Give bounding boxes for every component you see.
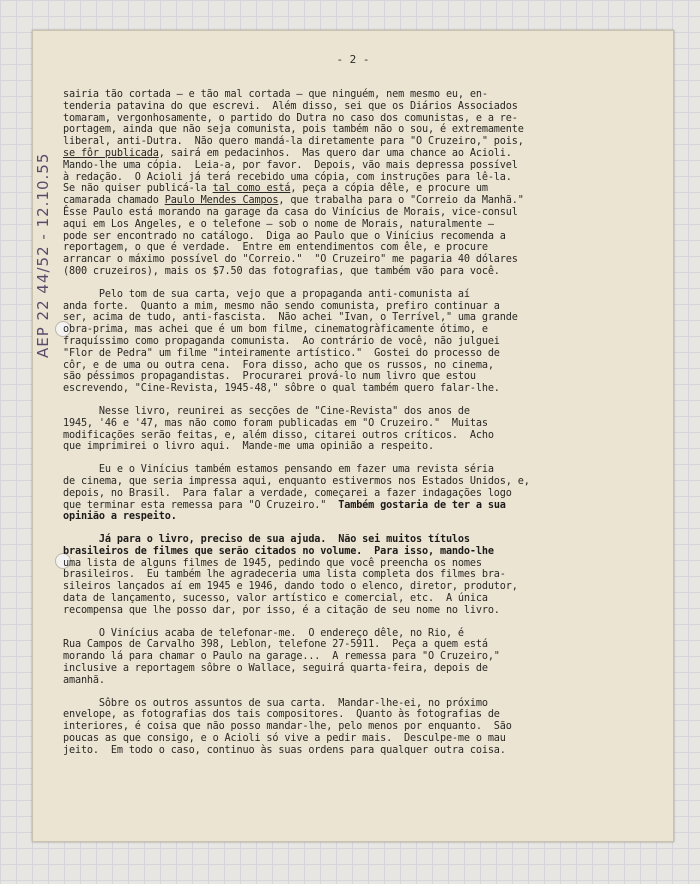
text-line: que terminar esta remessa para "O Cruzeiro." Também gostaria de ter a sua <box>63 499 506 511</box>
paragraph-gap <box>63 395 673 406</box>
text-line: que imprimirei o livro aqui. Mande-me uma opinião a respeito. <box>63 441 434 453</box>
text-line: tomaram, vergonhosamente, o partido do Dutra no caso dos comunistas, e a re- <box>63 112 518 124</box>
text-line: envelope, as fotografias dos tais compositores. Quanto às fotografias de <box>63 709 500 721</box>
text-line: brasileiros. Eu também lhe agradeceria uma lista completa dos filmes bra- <box>63 569 506 581</box>
text-line: obra-prima, mas achei que é um bom filme, cinematogràficamente ótimo, e <box>63 324 488 336</box>
text-line: "Flor de Pedra" um filme "inteiramente artístico." Gostei do processo de <box>63 347 500 359</box>
text-line: poucas as que consigo, e o Acioli só vive a pedir mais. Desculpe-me o mau <box>63 733 506 745</box>
text-line: fraquíssimo como propaganda comunista. Ao contrário de você, não julguei <box>63 335 500 347</box>
text-line: data de lançamento, sucesso, valor artístico e comercial, etc. A única <box>63 593 488 605</box>
text-line: Mando-lhe uma cópia. Leia-a, por favor. Depois, vão mais depressa possível <box>63 159 518 171</box>
text-line: jeito. Em todo o caso, continuo às suas ordens para qualquer outra coisa. <box>63 744 506 756</box>
text-line: à redação. O Acioli já terá recebido uma cópia, com instruções para lê-la. <box>63 171 512 183</box>
text-line: recompensa que lhe posso dar, por isso, é a citação de seu nome no livro. <box>63 604 500 616</box>
text-line: portagem, ainda que não seja comunista, pois também não o sou, é extremamente <box>63 124 524 136</box>
text-line: inclusive a reportagem sôbre o Wallace, seguirá quarta-feira, depois de <box>63 663 488 675</box>
text-line: Êsse Paulo está morando na garage da casa do Vinícius de Morais, vice-consul <box>63 206 518 218</box>
margin-stamp: AEP 22 44/52 - 12.10.55 <box>34 152 52 358</box>
text-line: modificações serão feitas, e, além disso, citarei outros críticos. Acho <box>63 429 494 441</box>
page-number: - 2 - <box>336 53 370 66</box>
text-line: depois, no Brasil. Para falar a verdade, começarei a fazer indagações logo <box>63 487 512 499</box>
text-line: amanhã. <box>63 674 105 686</box>
paragraph-gap <box>63 617 673 628</box>
text-line: de cinema, que seria impressa aqui, enquanto estivermos nos Estados Unidos, e, <box>63 475 530 487</box>
paragraph-gap <box>63 523 673 534</box>
text-line: aqui em Los Angeles, e o telefone — sob o nome de Morais, naturalmente — <box>63 218 494 230</box>
paragraph-gap <box>63 687 673 698</box>
text-line: tenderia patavina do que escrevi. Além disso, sei que os Diários Associados <box>63 100 518 112</box>
text-line: arrancar o máximo possível do "Correio." "O Cruzeiro" me pagaria 40 dólares <box>63 254 518 266</box>
text-line: pode ser encontrado no catálogo. Diga ao Paulo que o Vinícius recomenda a <box>63 230 506 242</box>
paragraph-gap <box>63 453 673 464</box>
text-line: Sôbre os outros assuntos de sua carta. Mandar-lhe-ei, no próximo <box>63 697 488 709</box>
text-line: Pelo tom de sua carta, vejo que a propaganda anti-comunista aí <box>63 288 470 300</box>
text-line: ser, acima de tudo, anti-fascista. Não achei "Ivan, o Terrível," uma grande <box>63 312 518 324</box>
letter-page <box>32 30 674 842</box>
underlined-text: se fôr publicada <box>63 147 159 159</box>
text-line: O Vinícius acaba de telefonar-me. O endereço dêle, no Rio, é <box>63 627 464 639</box>
text-line: sairia tão cortada — e tão mal cortada — que ninguém, nem mesmo eu, en- <box>63 89 488 100</box>
text-line: Rua Campos de Carvalho 398, Leblon, telefone 27-5911. Peça a quem está <box>63 639 488 651</box>
text-line: opinião a respeito. <box>63 511 177 523</box>
underlined-text: tal como está <box>212 183 291 195</box>
text-line: reportagem, o que é verdade. Entre em entendimentos com êle, e procure <box>63 242 488 254</box>
text-line: camarada chamado Paulo Mendes Campos, que trabalha para o "Correio da Manhã." <box>63 195 524 207</box>
text-line: liberal, anti-Dutra. Não quero mandá-la diretamente para "O Cruzeiro," pois, <box>63 136 524 148</box>
text-line: interiores, é coisa que não posso mandar-lhe, pelo menos por enquanto. São <box>63 721 512 733</box>
text-line: se fôr publicada, sairá em pedacinhos. Mas quero dar uma chance ao Acioli. <box>63 147 512 159</box>
text-line: côr, e de uma ou outra cena. Fora disso, acho que os russos, no cinema, <box>63 359 494 371</box>
text-line: anda forte. Quanto a mim, mesmo não sendo comunista, prefiro continuar a <box>63 300 500 312</box>
text-line: Nesse livro, reunirei as secções de "Cine-Revista" dos anos de <box>63 405 470 417</box>
text-line: Eu e o Vinícius também estamos pensando em fazer uma revista séria <box>63 464 494 476</box>
text-line: brasileiros de filmes que serão citados no volume. Para isso, mando-lhe <box>63 545 494 557</box>
text-line: morando lá para chamar o Paulo na garage... A remessa para "O Cruzeiro," <box>63 651 500 663</box>
text-line: são péssimos propagandistas. Procurarei prová-lo num livro que estou <box>63 371 476 383</box>
text-line: uma lista de alguns filmes de 1945, pedindo que você preencha os nomes <box>63 557 482 569</box>
text-line: 1945, '46 e '47, mas não como foram publicadas em "O Cruzeiro." Muitas <box>63 417 488 429</box>
text-line: escrevendo, "Cine-Revista, 1945-48," sôbre o qual também quero falar-lhe. <box>63 383 500 395</box>
underlined-text: Paulo Mendes Campos <box>164 195 279 207</box>
letter-body <box>63 89 673 757</box>
text-line: Já para o livro, preciso de sua ajuda. Não sei muitos títulos <box>63 534 470 546</box>
text-line: sileiros lançados aí em 1945 e 1946, dando todo o elenco, diretor, produtor, <box>63 581 518 593</box>
paragraph-gap <box>63 278 673 289</box>
text-line: (800 cruzeiros), mais os $7.50 das fotografias, que também vão para você. <box>63 265 500 277</box>
text-line: Se não quiser publicá-la tal como está, peça a cópia dêle, e procure um <box>63 183 488 195</box>
